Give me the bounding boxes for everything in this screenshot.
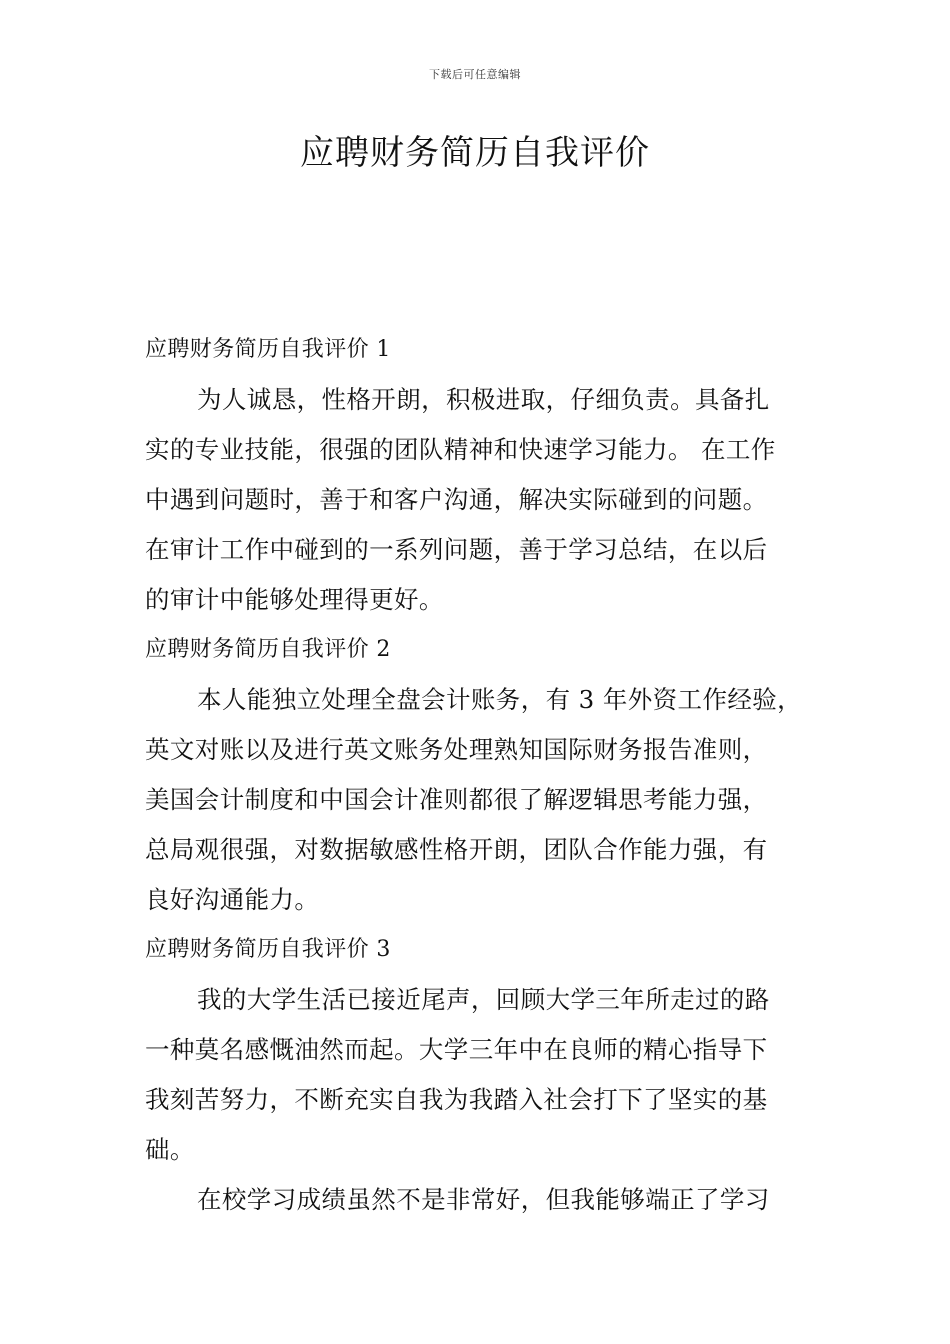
paragraph-line: 一种莫名感慨油然而起。大学三年中在良师的精心指导下 <box>145 1035 768 1064</box>
paragraph-line: 实的专业技能，很强的团队精神和快速学习能力。 在工作 <box>145 435 776 464</box>
paragraph-line: 我的大学生活已接近尾声，回顾大学三年所走过的路 <box>197 985 770 1014</box>
paragraph-line: 总局观很强，对数据敏感性格开朗，团队合作能力强，有 <box>145 835 768 864</box>
paragraph-line: 美国会计制度和中国会计准则都很了解逻辑思考能力强， <box>145 785 768 814</box>
paragraph-line: 英文对账以及进行英文账务处理熟知国际财务报告准则， <box>145 735 768 764</box>
paragraph-line: 的审计中能够处理得更好。 <box>145 585 444 614</box>
document-body <box>145 325 807 1225</box>
paragraph-line: 在审计工作中碰到的一系列问题，善于学习总结，在以后 <box>145 535 768 564</box>
paragraph-line: 在校学习成绩虽然不是非常好，但我能够端正了学习 <box>197 1185 770 1214</box>
section-heading: 应聘财务简历自我评价 2 <box>145 637 391 662</box>
document-title: 应聘财务简历自我评价 <box>300 133 650 173</box>
paragraph-line: 为人诚恳，性格开朗，积极进取，仔细负责。具备扎 <box>197 385 770 414</box>
paragraph-line: 础。 <box>145 1135 195 1164</box>
section-heading: 应聘财务简历自我评价 3 <box>145 937 391 962</box>
paragraph-line: 中遇到问题时，善于和客户沟通，解决实际碰到的问题。 <box>145 485 768 514</box>
paragraph-line: 本人能独立处理全盘会计账务，有 3 年外资工作经验， <box>197 685 803 714</box>
paragraph-line: 我刻苦努力，不断充实自我为我踏入社会打下了坚实的基 <box>145 1085 768 1114</box>
header-note: 下载后可任意编辑 <box>429 68 521 81</box>
section-heading: 应聘财务简历自我评价 1 <box>145 337 391 362</box>
paragraph-line: 良好沟通能力。 <box>145 885 320 914</box>
